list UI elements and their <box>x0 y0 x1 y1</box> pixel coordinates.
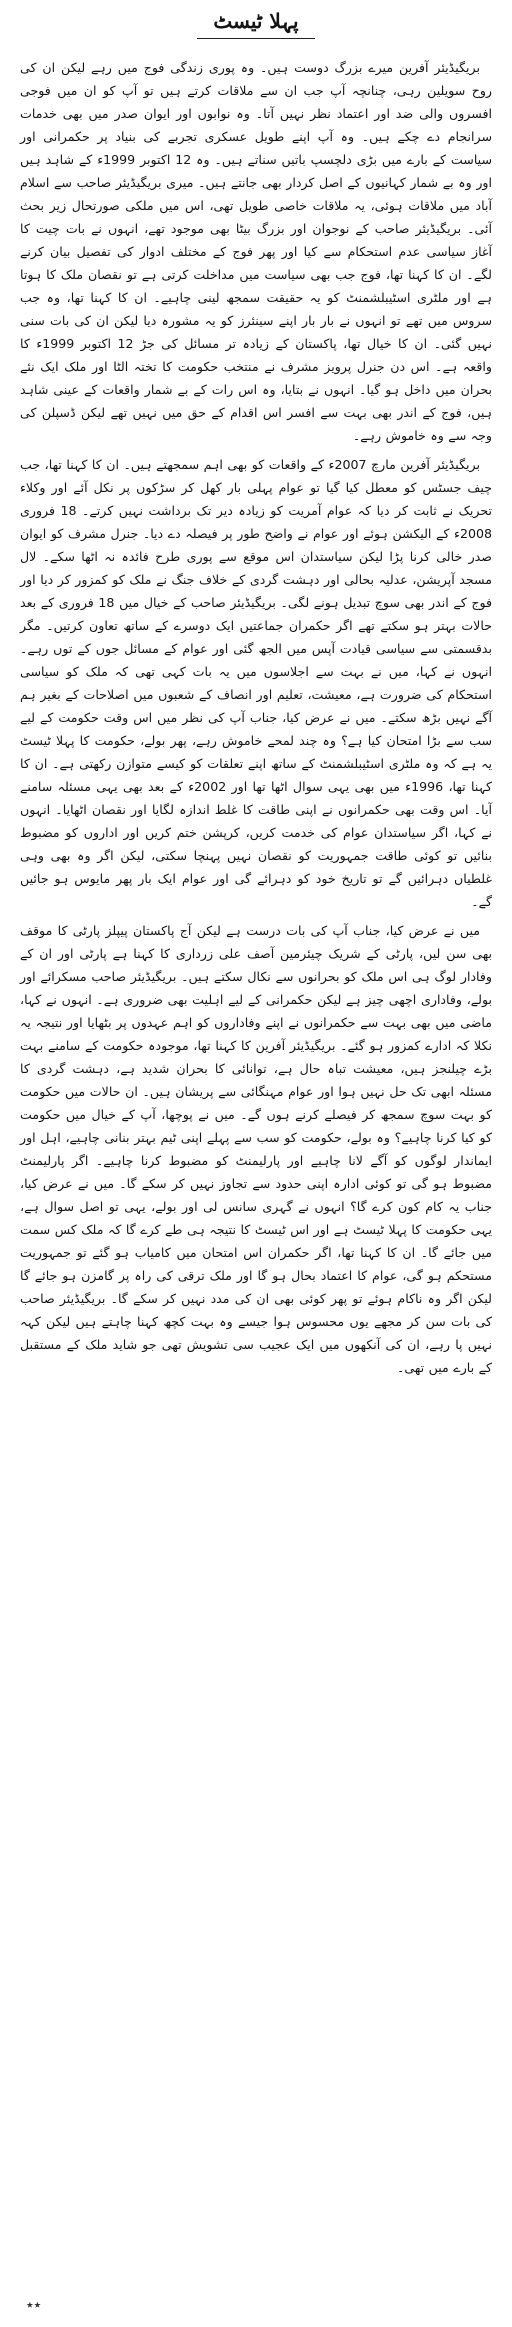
end-of-article-mark: ٭٭ <box>26 2297 42 2313</box>
article-header <box>20 6 492 46</box>
article-title: پہلا ٹیسٹ <box>197 6 314 39</box>
article-body <box>20 56 492 1379</box>
article-paragraph: بریگیڈیئر آفرین مارچ 2007ء کے واقعات کو بھی اہم سمجھتے ہیں۔ ان کا کہنا تھا، جب چیف جسٹس کو معطل کیا گیا تو عوام پہلی بار کھل کر سڑکوں پر نکل آئے اور وکلاء تحریک نے ثابت کر دیا کہ عوام آمریت کو زیادہ دیر تک برداشت نہیں کرتے۔ 18 فروری 2008ء کے الیکشن ہوئے اور عوام نے واضح طور پر فیصلہ دے دیا۔ جنرل مشرف کو ایوان صدر خالی کرنا پڑا لیکن سیاستدان اس موقع سے پوری طرح فائدہ نہ اٹھا سکے۔ لال مسجد آپریشن، عدلیہ بحالی اور دہشت گردی کے خلاف جنگ نے ملک کو کمزور کر دیا اور فوج کے اندر بھی سوچ تبدیل ہونے لگی۔ بریگیڈیئر صاحب کے خیال میں 18 فروری کے بعد حالات بہتر ہو سکتے تھے اگر حکمران جماعتیں ایک دوسرے کے ساتھ تعاون کرتیں۔ مگر بدقسمتی سے سیاسی قیادت آپس میں الجھ گئی اور عوام کے مسائل جوں کے توں رہے۔ انہوں نے کہا، میں نے بہت سے اجلاسوں میں یہ بات کہی تھی کہ ملک کو سیاسی استحکام کی ضرورت ہے، معیشت، تعلیم اور انصاف کے شعبوں میں اصلاحات کے بغیر ہم آگے نہیں بڑھ سکتے۔ میں نے عرض کیا، جناب آپ کی نظر میں اس وقت حکومت کے لیے سب سے بڑا امتحان کیا ہے؟ وہ چند لمحے خاموش رہے، پھر بولے، حکومت کا پہلا ٹیسٹ یہ ہے کہ وہ ملٹری اسٹیبلشمنٹ کے ساتھ اپنے تعلقات کو کیسے متوازن رکھتی ہے۔ ان کا کہنا تھا، 1996ء میں بھی یہی سوال اٹھا تھا اور 2002ء کے بعد بھی یہی مسئلہ سامنے آیا۔ اس وقت بھی حکمرانوں نے اپنی طاقت کا غلط اندازہ لگایا اور نقصان اٹھایا۔ انہوں نے کہا، اگر سیاستدان عوام کی خدمت کریں، کرپشن ختم کریں اور اداروں کو مضبوط بنائیں تو کوئی طاقت جمہوریت کو نقصان نہیں پہنچا سکتی، لیکن اگر وہ بھی وہی غلطیاں دہرائیں گے تو تاریخ خود کو دہرائے گی اور عوام ایک بار پھر مایوس ہو جائیں گے۔ <box>20 457 493 909</box>
article-paragraph: میں نے عرض کیا، جناب آپ کی بات درست ہے لیکن آج پاکستان پیپلز پارٹی کا موقف بھی سن لیں، پارٹی کے شریک چیئرمین آصف علی زرداری کا کہنا ہے پارٹی اور ان کے وفادار لوگ ہی اس ملک کو بحرانوں سے نکال سکتے ہیں۔ بریگیڈیئر صاحب مسکرائے اور بولے، وفاداری اچھی چیز ہے لیکن حکمرانی کے لیے اہلیت بھی ضروری ہے۔ انہوں نے کہا، ماضی میں بھی بہت سے حکمرانوں نے اپنے وفاداروں کو اہم عہدوں پر بٹھایا اور نتیجہ یہ نکلا کہ ادارے کمزور ہو گئے۔ بریگیڈیئر آفرین کا کہنا تھا، موجودہ حکومت کے سامنے بہت بڑے چیلنجز ہیں، معیشت تباہ حال ہے، توانائی کا بحران شدید ہے، دہشت گردی کا مسئلہ ابھی تک حل نہیں ہوا اور عوام مہنگائی سے پریشان ہیں۔ ان حالات میں حکومت کو بہت سوچ سمجھ کر فیصلے کرنے ہوں گے۔ میں نے پوچھا، آپ کے خیال میں حکومت کو کیا کرنا چاہیے؟ وہ بولے، حکومت کو سب سے پہلے اپنی ٹیم بہتر بنانی چاہیے، اہل اور ایماندار لوگوں کو آگے لانا چاہیے اور پارلیمنٹ کو مضبوط کرنا چاہیے۔ اگر پارلیمنٹ مضبوط ہو گی تو کوئی ادارہ اپنی حدود سے تجاوز نہیں کر سکے گا۔ میں نے عرض کیا، جناب یہ کام کون کرے گا؟ انہوں نے گہری سانس لی اور بولے، یہی تو اصل سوال ہے، یہی حکومت کا پہلا ٹیسٹ ہے اور اس ٹیسٹ کا نتیجہ ہی طے کرے گا کہ ملک کس سمت میں جائے گا۔ ان کا کہنا تھا، اگر حکمران اس امتحان میں کامیاب ہو گئے تو جمہوریت مستحکم ہو گی، عوام کا اعتماد بحال ہو گا اور ملک ترقی کی راہ پر گامزن ہو جائے گا لیکن اگر وہ ناکام ہوئے تو پھر کوئی بھی ان کی مدد نہیں کر سکے گا۔ بریگیڈیئر صاحب کی بات سن کر مجھے یوں محسوس ہوا جیسے وہ بہت کچھ کہنا چاہتے ہیں لیکن کہہ نہیں پا رہے، ان کی آنکھوں میں ایک عجیب سی تشویش تھی جو شاید ملک کے مستقبل کے بارے میں تھی۔ <box>20 923 492 1375</box>
article-paragraph: بریگیڈیئر آفرین میرے بزرگ دوست ہیں۔ وہ پوری زندگی فوج میں رہے لیکن ان کی روح سویلین رہی، چنانچہ آپ جب ان سے ملاقات کرتے ہیں تو آپ کو ان میں فوجی افسروں والی ضد اور اعتماد نظر نہیں آتا۔ وہ نوابوں اور ایوان صدر میں بھی خدمات سرانجام دے چکے ہیں۔ وہ آپ اپنے طویل عسکری تجربے کی بنیاد پر حکمرانی اور سیاست کے بارے میں بڑی دلچسپ باتیں سناتے ہیں۔ وہ 12 اکتوبر 1999ء کے شاہد ہیں اور وہ بے شمار کہانیوں کے اصل کردار بھی جانتے ہیں۔ میری بریگیڈیئر صاحب سے اسلام آباد میں ملاقات ہوئی، یہ ملاقات خاصی طویل تھی، اس میں ملکی صورتحال زیر بحث آئی۔ بریگیڈیئر صاحب کے نوجوان اور بزرگ بیٹا بھی موجود تھے، انہوں نے بات چیت کا آغاز سیاسی عدم استحکام سے کیا اور پھر فوج کے مختلف ادوار کی تفصیل بیان کرنے لگے۔ ان کا کہنا تھا، فوج جب بھی سیاست میں مداخلت کرتی ہے تو نقصان ملک کا ہوتا ہے اور ملٹری اسٹیبلشمنٹ کو یہ حقیقت سمجھ لینی چاہیے۔ ان کا کہنا تھا، وہ جب سروس میں تھے تو انہوں نے بار بار اپنے سینئرز کو یہ مشورہ دیا لیکن ان کی بات سنی نہیں گئی۔ ان کا خیال تھا، پاکستان کے زیادہ تر مسائل کی جڑ 12 اکتوبر 1999ء کا واقعہ ہے۔ اس دن جنرل پرویز مشرف نے منتخب حکومت کا تختہ الٹا اور ملک ایک نئے بحران میں داخل ہو گیا۔ انہوں نے بتایا، وہ اس رات کے بے شمار واقعات کے عینی شاہد ہیں، فوج کے اندر بھی بہت سے افسر اس اقدام کے حق میں نہیں تھے لیکن ڈسپلن کی وجہ سے وہ خاموش رہے۔ <box>20 60 493 443</box>
